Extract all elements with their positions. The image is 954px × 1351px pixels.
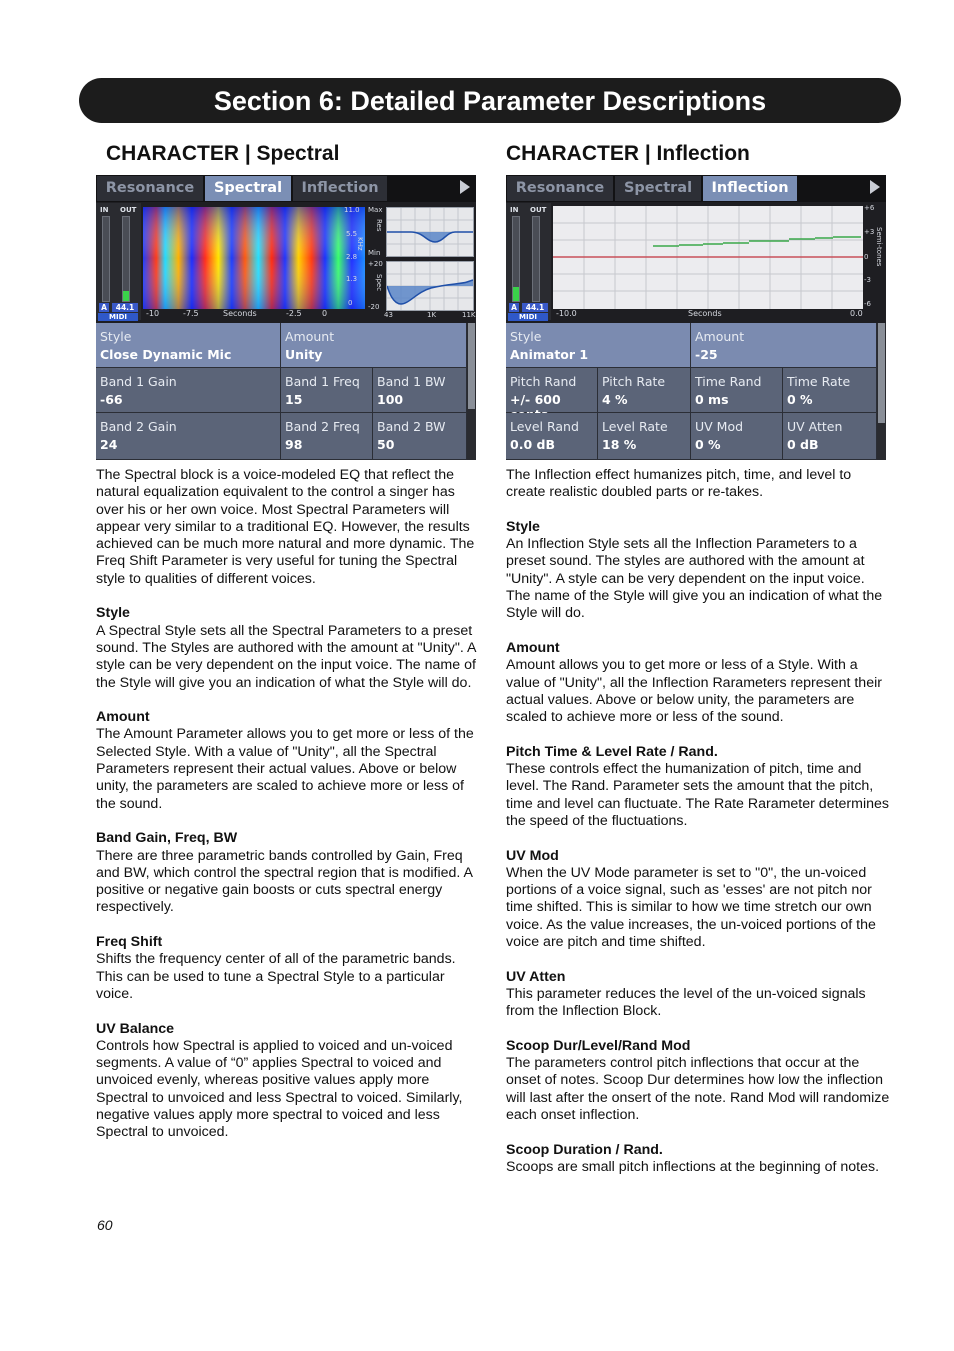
sample-rate: 44.1 (112, 303, 138, 312)
out-meter (122, 216, 130, 302)
semi-tick: -3 (864, 276, 871, 284)
tab-resonance[interactable]: Resonance (97, 176, 203, 201)
semi-tick: +6 (864, 204, 875, 212)
time-tick: 0.0 (850, 309, 863, 318)
tab-spectral[interactable]: Spectral (615, 176, 701, 201)
section-heading: UV Balance (96, 1020, 175, 1037)
spectral-intro: The Spectral block is a voice-modeled EQ that reflect the natural equalization equivalent to the control a singer has over his or her own voice. Most Spectral Parameters will appear very similar to a traditional EQ. However, the results achieved can be much more natural and more dynamic. The Freq Shift Parameter is very useful for tuning the Spectral style to qualities of different voices. (96, 467, 475, 587)
param-value: 24 (100, 437, 118, 452)
spectral-section (96, 830, 481, 916)
param-band1-gain[interactable] (96, 368, 281, 413)
param-label: Style (510, 329, 542, 344)
param-band2-freq[interactable] (281, 413, 373, 460)
spectral-section (96, 934, 481, 1003)
param-value: 0 % (695, 437, 721, 452)
freq-tick: 2.8 (346, 253, 358, 261)
param-label: Band 2 Freq (285, 419, 360, 434)
section-heading: Scoop Duration / Rand. (506, 1141, 663, 1158)
param-band2-bw[interactable] (373, 413, 467, 460)
spectral-section (96, 709, 481, 813)
page-number: 60 (97, 1217, 113, 1233)
section-heading: Style (506, 518, 540, 535)
inflection-section (506, 969, 891, 1021)
section-body: There are three parametric bands controlled by Gain, Freq and BW, which control the spectral region that is modified. A positive or negative gain boosts or cuts spectral energy respectively. (96, 847, 473, 916)
param-label: Level Rate (602, 419, 668, 434)
section-heading: Band Gain, Freq, BW (96, 830, 238, 847)
sample-rate: 44.1 (522, 303, 548, 312)
param-band1-freq[interactable] (281, 368, 373, 413)
section-heading: Amount (96, 709, 150, 726)
section-body: Shifts the frequency center of all of the parametric bands. This can be used to tune a Spectral Style to a particular voice. (96, 951, 456, 1002)
param-label: Style (100, 329, 132, 344)
resonance-graph (386, 207, 474, 257)
section-body: The parameters control pitch inflections that occur at the onset of notes. Scoop Dur determines how low the inflection will last after the onsert of the note. Rand Mod will randomize each onset inflection. (506, 1055, 890, 1123)
section-body: These controls effect the humanization of pitch, time and level. The Rand. Parameter sets the amount that the pitch, time and level can fluctuate. The Rate Rarameter determines the speed of the fluctuations. (506, 761, 889, 829)
param-band2-gain[interactable] (96, 413, 281, 460)
channel-badge: A (509, 303, 519, 312)
section-body: This parameter reduces the level of the un-voiced signals from the Inflection Block. (506, 985, 866, 1020)
param-level-rate[interactable] (598, 413, 691, 460)
res-max: Max (368, 206, 383, 214)
res-label: Res (375, 219, 383, 232)
inflection-section (506, 744, 891, 830)
param-value: 18 % (602, 437, 637, 452)
param-band1-bw[interactable] (373, 368, 467, 413)
param-label: Band 1 Freq (285, 374, 360, 389)
param-value: Unity (285, 347, 323, 362)
param-label: UV Mod (695, 419, 744, 434)
param-value: 98 (285, 437, 303, 452)
spectral-section (96, 1021, 481, 1142)
param-label: Time Rate (787, 374, 851, 389)
spectral-eq-graph (386, 261, 474, 311)
section-body: An Inflection Style sets all the Inflection Parameters to a preset sound. The styles are authored with the amount at "Unity". A style can be very dependent on the input voice. The name of the Style will give you an indication of what the Style will do. (506, 536, 883, 622)
spectral-screen (96, 175, 476, 460)
time-axis-label: Seconds (688, 309, 722, 318)
param-scrollbar[interactable] (877, 323, 886, 460)
param-pitch-rand[interactable] (506, 368, 598, 413)
spec-label: Spec (375, 274, 383, 292)
spec-x-tick: 11K (462, 311, 476, 319)
meter-in-label: IN (100, 206, 109, 214)
res-min: Min (368, 249, 381, 257)
out-meter (532, 216, 540, 302)
next-arrow-icon[interactable] (870, 180, 880, 194)
inflection-title: CHARACTER | Inflection (506, 142, 750, 165)
freq-tick: 1.3 (346, 275, 358, 283)
tab-bar (96, 175, 476, 202)
param-label: Time Rand (695, 374, 762, 389)
param-value: Close Dynamic Mic (100, 347, 232, 362)
param-label: Pitch Rand (510, 374, 577, 389)
semitones-label: Semi-tones (875, 227, 883, 267)
inflection-section (506, 1142, 891, 1177)
param-value: 15 (285, 392, 303, 407)
param-amount[interactable] (281, 323, 467, 368)
inflection-section (506, 848, 891, 952)
param-label: UV Atten (787, 419, 843, 434)
inflection-section (506, 640, 891, 726)
tab-spectral[interactable]: Spectral (205, 176, 291, 201)
spec-minus: -20 (368, 303, 380, 311)
param-value: -66 (100, 392, 123, 407)
param-pitch-rate[interactable] (598, 368, 691, 413)
param-value: 0 dB (787, 437, 819, 452)
scroll-thumb[interactable] (468, 323, 475, 409)
khz-label: KHz (356, 237, 364, 251)
section-banner: Section 6: Detailed Parameter Descriptions (79, 78, 901, 123)
param-value: 50 (377, 437, 395, 452)
spectral-section (96, 605, 481, 691)
section-body: Controls how Spectral is applied to voiced and un-voiced segments. A value of “0” applies Spectral to voiced and unvoiced evenly, whereas positive values apply more Spectral to unvoiced and less Spectral to voiced. Similarly, negative values apply more spectral to voiced and less Spectral to unvoiced. (96, 1037, 463, 1141)
param-uv-atten[interactable] (783, 413, 877, 460)
inflection-text (506, 467, 891, 1193)
time-tick: -10.0 (556, 309, 577, 318)
section-heading: Style (96, 605, 130, 622)
spectral-title: CHARACTER | Spectral (106, 142, 340, 165)
param-style[interactable] (96, 323, 281, 368)
inflection-intro: The Inflection effect humanizes pitch, time, and level to create realistic doubled parts or re-takes. (506, 467, 852, 501)
time-axis-label: Seconds (223, 309, 257, 318)
spectral-text (96, 467, 481, 1159)
freq-tick: 0 (348, 299, 353, 307)
meter-in-label: IN (510, 206, 519, 214)
param-label: Band 2 BW (377, 419, 446, 434)
section-body: The Amount Parameter allows you to get more or less of the Selected Style. With a value of "Unity", all the Spectral Parameters represent their actual values. Above or below unity, the parameters are scaled to achieve more or less of the sound. (96, 726, 474, 812)
spec-x-tick: 43 (384, 311, 393, 319)
param-time-rand[interactable] (691, 368, 783, 413)
param-scrollbar[interactable] (467, 323, 476, 460)
semi-tick: -6 (864, 300, 871, 308)
param-value: 100 (377, 392, 404, 407)
in-meter (512, 216, 520, 302)
spec-x-tick: 1K (427, 311, 437, 319)
semi-tick: +3 (864, 228, 875, 236)
meter-out-label: OUT (120, 206, 137, 214)
meter-out-label: OUT (530, 206, 547, 214)
time-tick: -7.5 (183, 309, 199, 318)
param-value: 0 ms (695, 392, 729, 407)
time-tick: 0 (322, 309, 328, 318)
tab-resonance[interactable]: Resonance (507, 176, 613, 201)
next-arrow-icon[interactable] (460, 180, 470, 194)
inflection-section (506, 519, 891, 623)
param-uv-mod[interactable] (691, 413, 783, 460)
section-heading: Scoop Dur/Level/Rand Mod (506, 1037, 691, 1054)
inflection-section (506, 1038, 891, 1124)
pitch-graph (553, 206, 863, 309)
param-value: 0.0 dB (510, 437, 555, 452)
param-label: Band 2 Gain (100, 419, 177, 434)
param-label: Amount (695, 329, 745, 344)
section-heading: UV Atten (506, 968, 566, 985)
param-value: Animator 1 (510, 347, 589, 362)
param-level-rand[interactable] (506, 413, 598, 460)
in-meter (102, 216, 110, 302)
tab-bar (506, 175, 886, 202)
tab-inflection[interactable]: Inflection (293, 176, 387, 201)
spec-plus: +20 (368, 260, 383, 268)
section-heading: UV Mod (506, 847, 559, 864)
freq-tick: 11.0 (344, 206, 360, 214)
section-body: A Spectral Style sets all the Spectral Parameters to a preset sound. The Styles are authored with the amount at "Unity". A style can be very dependent on the input voice. The name of the Style will give you an indication of what the Style will do. (96, 622, 476, 691)
level-meters (96, 203, 141, 320)
param-amount[interactable] (691, 323, 877, 368)
tab-inflection[interactable]: Inflection (703, 176, 797, 201)
semi-tick: 0 (864, 253, 869, 261)
param-time-rate[interactable] (783, 368, 877, 413)
param-label: Amount (285, 329, 335, 344)
param-value: -25 (695, 347, 718, 362)
section-heading: Pitch Time & Level Rate / Rand. (506, 743, 718, 760)
section-heading: Freq Shift (96, 934, 163, 951)
param-label: Band 1 Gain (100, 374, 177, 389)
section-heading: Amount (506, 639, 560, 656)
param-value: 0 % (787, 392, 813, 407)
param-label: Pitch Rate (602, 374, 666, 389)
section-body: When the UV Mode parameter is set to "0", the un-voiced portions of a voice signal, such as 'esses' are not pitch nor time shifted. This is similar to how we time stretch our own voice. As the value increases, the un-voiced portions of the voice are pitch and time shifted. (506, 864, 876, 951)
section-body: Amount allows you to get more or less of a Style. With a value of "Unity", all the Inflection Rarameters represent their actual values. Above or below unity, the parameters are scaled to achieve more or less of the sound. (506, 657, 882, 726)
scroll-thumb[interactable] (878, 323, 885, 423)
time-tick: -2.5 (286, 309, 302, 318)
param-label: Band 1 BW (377, 374, 446, 389)
param-value: +/- 600 (510, 392, 561, 407)
midi-indicator: MIDI (508, 313, 548, 321)
section-body: Scoops are small pitch inflections at the beginning of notes. (506, 1158, 880, 1175)
param-label: Level Rand (510, 419, 579, 434)
channel-badge: A (99, 303, 109, 312)
param-value: 4 % (602, 392, 628, 407)
level-meters (506, 203, 551, 320)
param-style[interactable] (506, 323, 691, 368)
time-tick: -10 (146, 309, 160, 318)
freq-tick: 5.5 (346, 230, 358, 238)
inflection-screen (506, 175, 886, 460)
midi-indicator: MIDI (98, 313, 138, 321)
spectrogram (143, 207, 365, 309)
